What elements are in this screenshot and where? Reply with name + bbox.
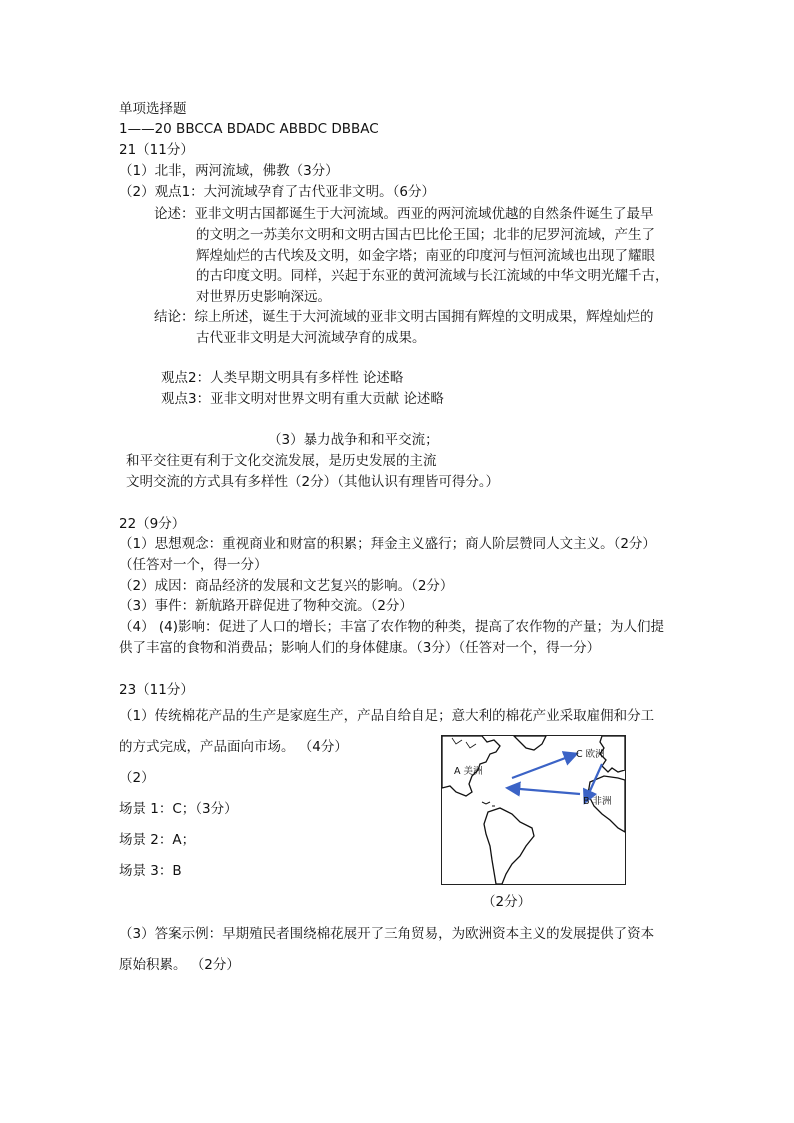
q21-argument-line: 的文明之一苏美尔文明和文明古国古巴比伦王国；北非的尼罗河流域，产生了	[196, 227, 655, 243]
south-america-landmass	[484, 808, 534, 884]
q21-title: 21（11分）	[119, 142, 194, 158]
map-label-b: B 非洲	[583, 796, 612, 807]
q21-view2: 观点2：人类早期文明具有多样性 论述略	[161, 370, 404, 386]
q22-line: 供了丰富的食物和消费品；影响人们的身体健康。（3分）（任答对一个，得一分）	[119, 640, 601, 656]
section-heading: 单项选择题	[119, 101, 187, 117]
greenland-landmass	[514, 736, 546, 750]
q21-part3-line: （3）暴力战争和和平交流；	[268, 432, 439, 448]
q21-conclusion-line: 结论：综上所述，诞生于大河流域的亚非文明古国拥有辉煌的文明成果，辉煌灿烂的	[154, 309, 654, 325]
q21-part2: （2）观点1：大河流域孕育了古代亚非文明。（6分）	[119, 184, 436, 200]
q23-title: 23（11分）	[119, 682, 194, 698]
q23-part3-line: 原始积累。 （2分）	[119, 957, 240, 973]
arrow-africa-to-america	[508, 788, 580, 794]
multiple-choice-answers: 1——20 BBCCA BDADC ABBDC DBBAC	[119, 121, 379, 137]
q23-part1-line: （1）传统棉花产品的生产是家庭生产，产品自给自足；意大利的棉花产业采取雇佣和分工	[119, 708, 655, 724]
q23-part2: （2）	[119, 770, 155, 786]
q21-argument-line: 的古印度文明。同样，兴起于东亚的黄河流域与长江流域的中华文明光耀千古，	[196, 268, 669, 284]
q22-line: （1）思想观念：重视商业和财富的积累；拜金主义盛行；商人阶层赞同人文主义。（2分）	[119, 536, 656, 552]
q21-part3-line: 文明交流的方式具有多样性（2分）（其他认识有理皆可得分。）	[126, 474, 500, 490]
arrow-america-to-europe	[512, 754, 576, 778]
q23-part1-line: 的方式完成，产品面向市场。 （4分）	[119, 739, 348, 755]
q22-line: （3）事件：新航路开辟促进了物种交流。（2分）	[119, 598, 413, 614]
q21-argument-line: 对世界历史影响深远。	[196, 289, 331, 305]
q21-argument-line: 论述：亚非文明古国都诞生于大河流域。西亚的两河流域优越的自然条件诞生了最早	[154, 206, 654, 222]
q21-part3-line: 和平交往更有利于文化交流发展，是历史发展的主流	[126, 453, 437, 469]
q22-line: （任答对一个，得一分）	[119, 557, 268, 573]
q22-title: 22（9分）	[119, 516, 186, 532]
q22-line: （2）成因：商品经济的发展和文艺复兴的影响。（2分）	[119, 578, 454, 594]
q21-part1: （1）北非，两河流域，佛教（3分）	[119, 163, 339, 179]
map-label-c: C 欧洲	[576, 749, 605, 760]
map-label-a: A 美洲	[454, 766, 483, 777]
q23-scene1: 场景 1：C；（3分）	[119, 801, 238, 817]
q21-argument-line: 辉煌灿烂的古代埃及文明，如金字塔；南亚的印度河与恒河流域也出现了耀眼	[196, 248, 655, 264]
q21-conclusion-line: 古代亚非文明是大河流域孕育的成果。	[196, 330, 426, 346]
q23-scene3: 场景 3：B	[119, 863, 182, 879]
q23-scene2: 场景 2：A；	[119, 832, 196, 848]
q21-view3: 观点3：亚非文明对世界文明有重大贡献 论述略	[161, 391, 444, 407]
triangle-trade-map	[441, 735, 626, 885]
q22-line: （4） (4)影响：促进了人口的增长；丰富了农作物的种类，提高了农作物的产量；为人们提	[119, 619, 665, 635]
q23-part3-line: （3）答案示例：早期殖民者围绕棉花展开了三角贸易，为欧洲资本主义的发展提供了资本	[119, 926, 655, 942]
map-score: （2分）	[482, 894, 532, 910]
